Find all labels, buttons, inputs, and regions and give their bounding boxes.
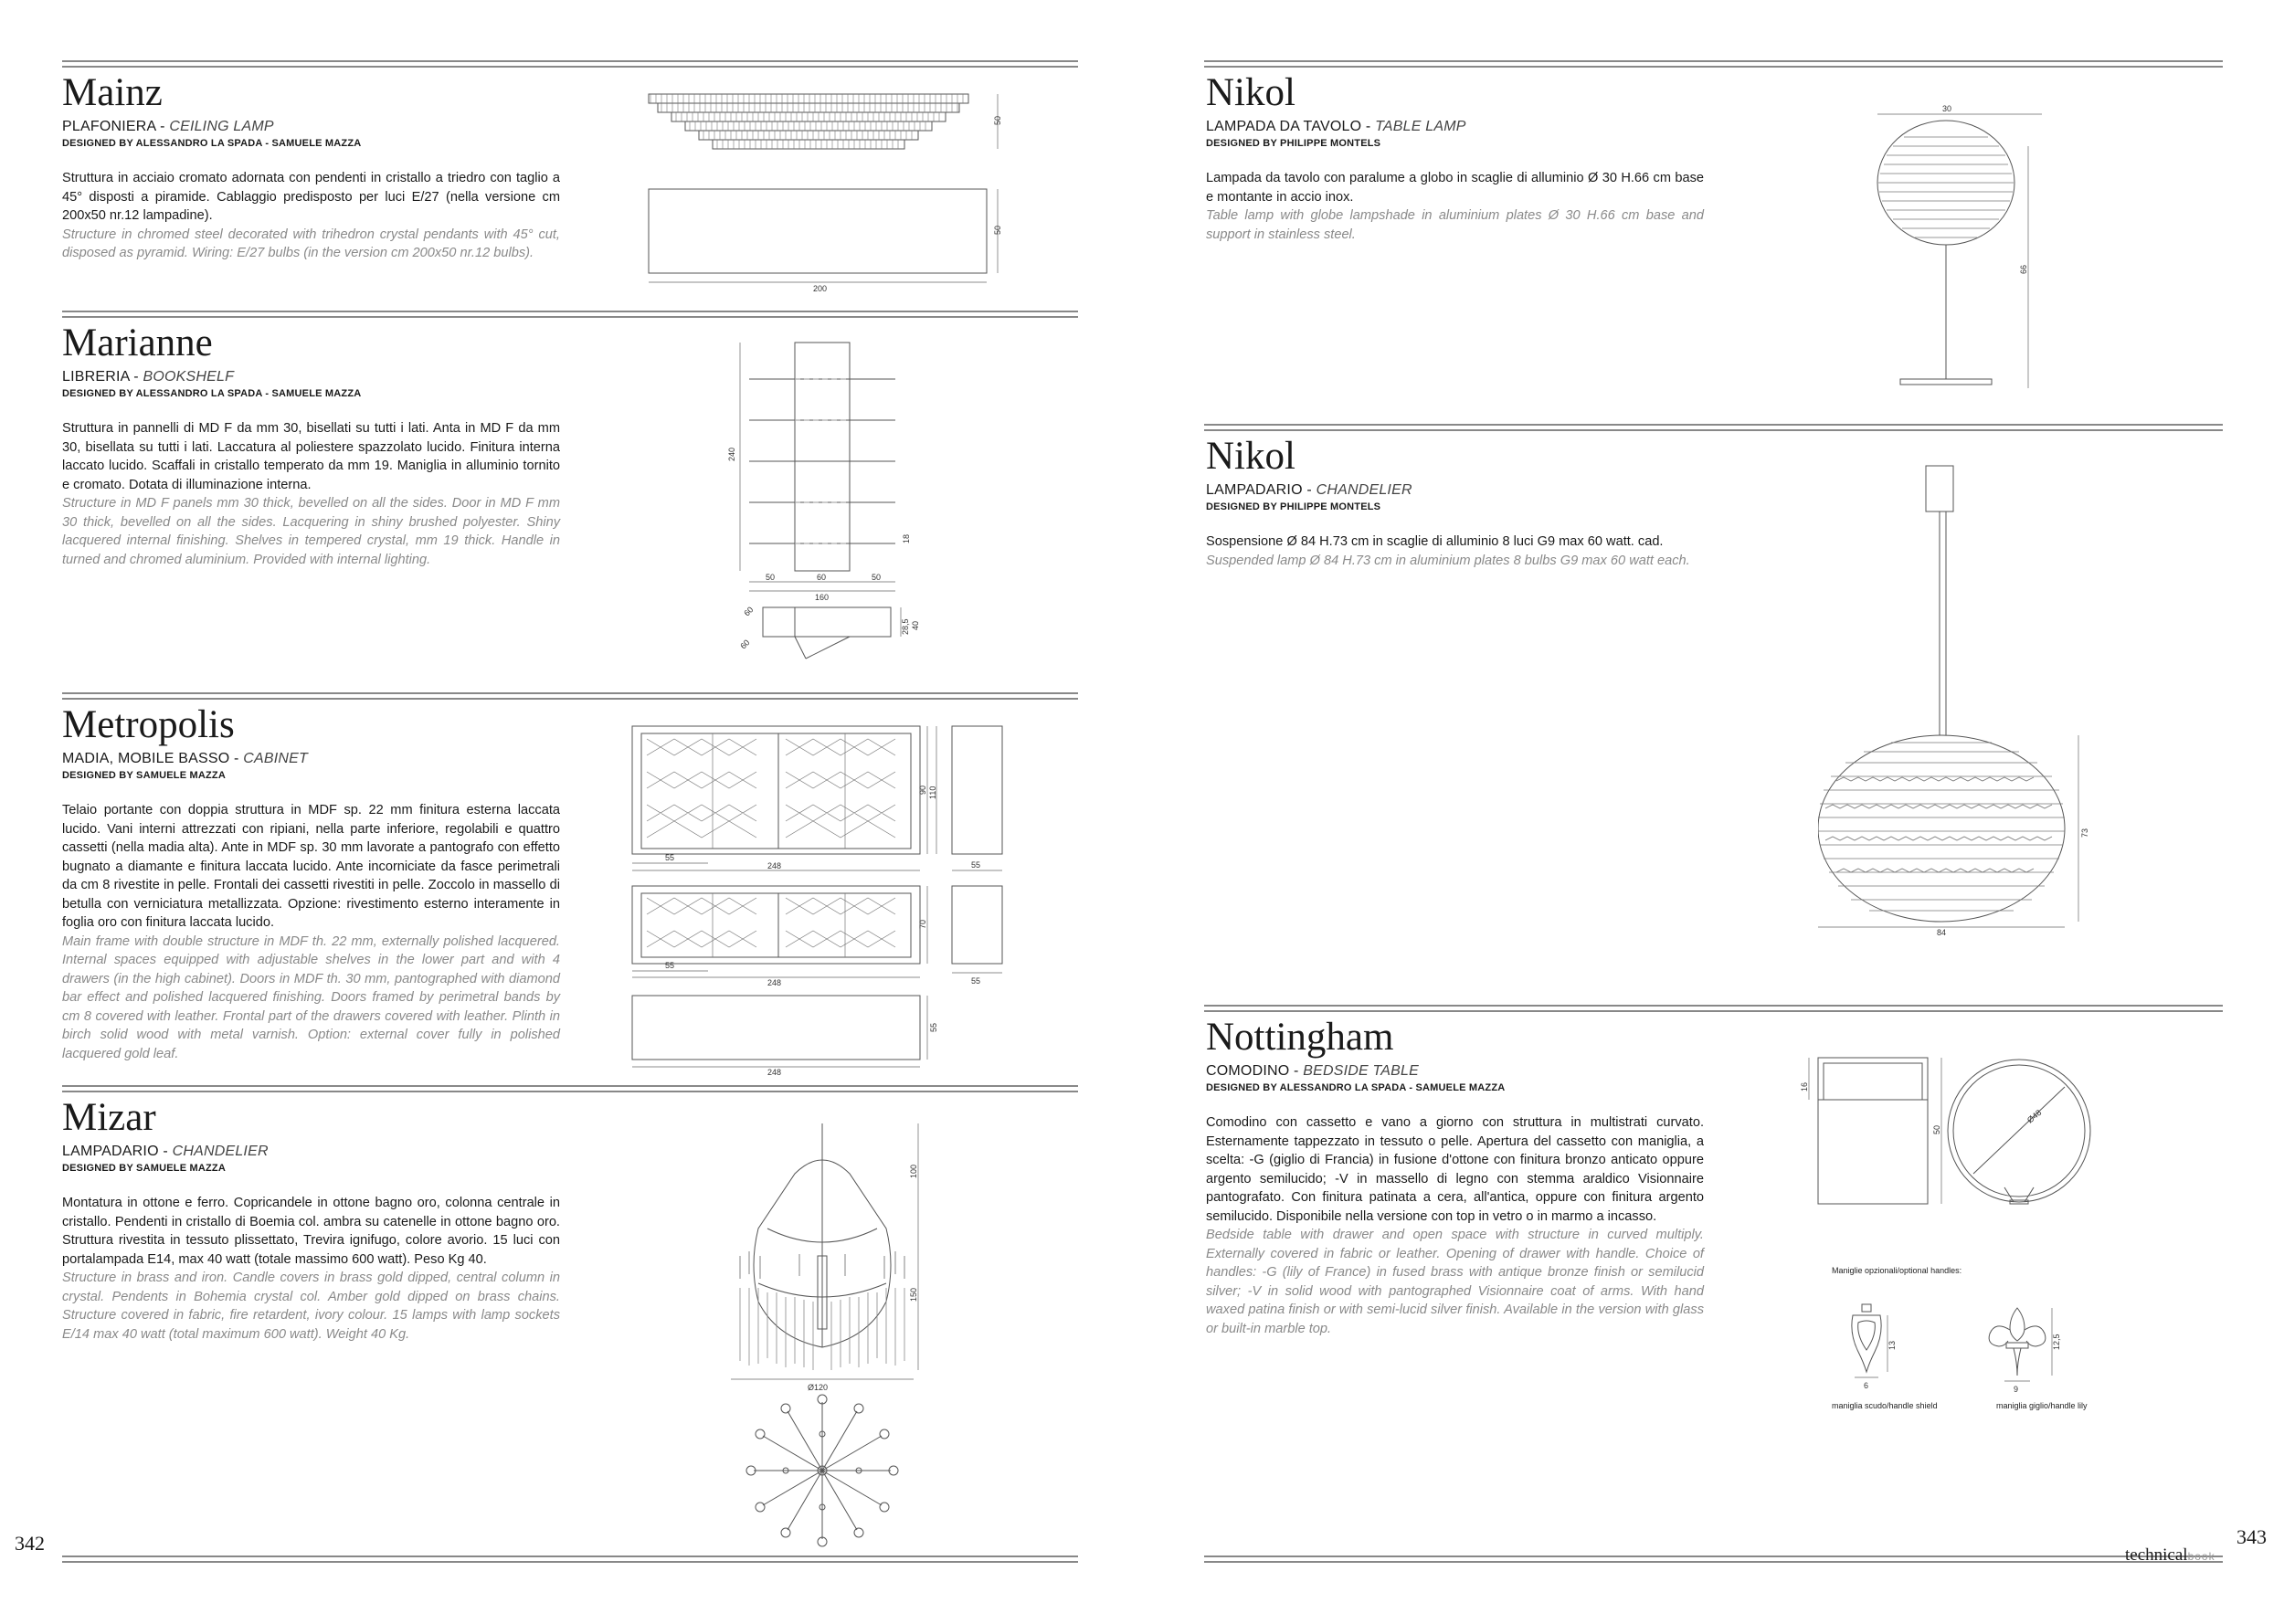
product-designer: DESIGNED BY PHILIPPE MONTELS bbox=[1206, 138, 1381, 149]
separator-rule bbox=[1204, 1005, 2223, 1007]
dim-label: 248 bbox=[767, 1068, 782, 1077]
dim-label: 73 bbox=[2080, 828, 2089, 838]
dim-label: 70 bbox=[918, 919, 927, 929]
page-number: 343 bbox=[2236, 1525, 2267, 1548]
dim-label: 28,5 bbox=[901, 618, 910, 635]
product-entry-nikol-chandelier bbox=[1206, 435, 1704, 570]
dim-label: 18 bbox=[902, 533, 911, 543]
product-entry-nottingham bbox=[1206, 1016, 1704, 1338]
separator-rule bbox=[62, 60, 1078, 62]
description-italian: Lampada da tavolo con paralume a globo in scaglie di alluminio Ø 30 H.66 cm base e montante in accio inox. bbox=[1206, 171, 1704, 205]
product-title: Nikol bbox=[1206, 435, 1295, 478]
shield-handle-icon bbox=[1852, 1304, 1881, 1372]
dim-label: 150 bbox=[909, 1287, 918, 1302]
product-type: LIBRERIA - BOOKSHELF bbox=[62, 369, 235, 385]
nikol-chandelier-technical-drawing bbox=[1818, 461, 2110, 936]
product-designer: DESIGNED BY SAMUELE MAZZA bbox=[62, 770, 226, 781]
dim-label: 55 bbox=[665, 961, 675, 970]
dim-label: 40 bbox=[911, 620, 920, 630]
product-entry-mainz bbox=[62, 71, 560, 263]
product-designer: DESIGNED BY ALESSANDRO LA SPADA - SAMUELE MAZZA bbox=[62, 388, 362, 399]
dim-label: 6 bbox=[1864, 1381, 1869, 1390]
dim-label: 55 bbox=[971, 860, 981, 870]
product-title: Mainz bbox=[62, 71, 163, 114]
description-italian: Comodino con cassetto e vano a giorno con struttura in multistrati curvato. Esternamente tappezzato in tessuto o pelle. Apertura del cassetto con maniglia, a scelta: -G (giglio di Francia) in fusione d'ottone con finitura bronzo anticato oppure argento semilucido; -V in massello di legno con stemma araldico Visionnaire pantografato. Con finitura patinata a cera, all'antica, oppure con finitura argento semilucido. Disponibile nella versione con top in vetro o in marmo a incasso. bbox=[1206, 1115, 1704, 1224]
product-designer: DESIGNED BY PHILIPPE MONTELS bbox=[1206, 501, 1381, 512]
product-type: LAMPADA DA TAVOLO - TABLE LAMP bbox=[1206, 119, 1466, 134]
dim-label: 60 bbox=[738, 638, 752, 651]
mizar-technical-drawing bbox=[713, 1119, 932, 1548]
product-type: LAMPADARIO - CHANDELIER bbox=[62, 1144, 269, 1159]
dim-label: 50 bbox=[993, 115, 1002, 125]
dim-label: 50 bbox=[993, 225, 1002, 235]
marianne-technical-drawing bbox=[722, 333, 941, 671]
description-italian: Montatura in ottone e ferro. Copricandele in ottone bagno oro, colonna centrale in cristallo. Pendenti in cristallo di Boemia col. ambra su catenelle in ottone bagno oro. Struttura rivestita in tessuto plissettato, Trevira ignifugo, colore avorio. 15 luci con portalampada E14, max 40 watt (totale massimo 600 watt). Peso Kg 40. bbox=[62, 1196, 560, 1267]
nikol-table-lamp-technical-drawing bbox=[1873, 100, 2056, 393]
description-english: Suspended lamp Ø 84 H.73 cm in aluminium plates 8 bulbs G9 max 60 watt each. bbox=[1206, 553, 1690, 568]
separator-rule bbox=[62, 692, 1078, 694]
product-title: Metropolis bbox=[62, 703, 235, 746]
mainz-technical-drawing bbox=[640, 87, 1005, 292]
nottingham-technical-drawing bbox=[1791, 1041, 2120, 1425]
page-number: 342 bbox=[15, 1532, 45, 1555]
product-title: Mizar bbox=[62, 1096, 156, 1139]
dim-label: 50 bbox=[766, 573, 776, 582]
dim-label: Ø120 bbox=[808, 1383, 829, 1392]
brand-logo: technicalbook bbox=[2125, 1545, 2215, 1565]
product-entry-nikol-table-lamp bbox=[1206, 71, 1704, 244]
description-italian: Struttura in pannelli di MD F da mm 30, bisellati su tutti i lati. Anta in MD F da mm 30, bisellata su tutti i lati. Laccatura al poliestere spazzolato lucido. Finitura interna laccato lucido. Scaffali in cristallo temperato da mm 19. Maniglia in alluminio tornito e cromato. Dotata di illuminazione interna. bbox=[62, 421, 560, 492]
product-title: Nikol bbox=[1206, 71, 1295, 114]
handles-title: Maniglie opzionali/optional handles: bbox=[1832, 1266, 1962, 1275]
dim-label: 60 bbox=[817, 573, 827, 582]
dim-label: 90 bbox=[918, 785, 927, 795]
dim-label: 100 bbox=[909, 1164, 918, 1178]
product-entry-metropolis bbox=[62, 703, 560, 1063]
dim-label: 160 bbox=[815, 593, 830, 602]
product-type: MADIA, MOBILE BASSO - CABINET bbox=[62, 751, 308, 766]
dim-label: 200 bbox=[813, 284, 828, 292]
dim-label: 60 bbox=[742, 605, 756, 618]
dim-label: 12,5 bbox=[2052, 1334, 2061, 1350]
dim-label: 50 bbox=[872, 573, 882, 582]
separator-rule bbox=[62, 1555, 1078, 1557]
product-title: Marianne bbox=[62, 322, 213, 364]
separator-rule bbox=[62, 1085, 1078, 1087]
lily-handle-caption: maniglia giglio/handle lily bbox=[1996, 1401, 2088, 1410]
lily-handle-icon bbox=[1989, 1308, 2046, 1376]
product-type: LAMPADARIO - CHANDELIER bbox=[1206, 482, 1412, 498]
description-english: Main frame with double structure in MDF th. 22 mm, externally polished lacquered. Internal spaces equipped with adjustable shelves in the lower part and with 4 drawers (in the high cabinet). Doors in MDF th. 30 mm, pantographed with diamond bar effect and polished lacquered finishing. Doors framed by perimetral bands by cm 8 covered with leather. Frontal part of the drawers covered with leather. Plinth in birch solid wood with metal varnish. Option: external cover fully in polished lacquered gold leaf. bbox=[62, 933, 560, 1061]
dim-label: 110 bbox=[928, 786, 937, 799]
product-designer: DESIGNED BY ALESSANDRO LA SPADA - SAMUELE MAZZA bbox=[62, 138, 362, 149]
shield-handle-caption: maniglia scudo/handle shield bbox=[1832, 1401, 1938, 1410]
dim-label: 50 bbox=[1932, 1124, 1941, 1134]
dim-label: 240 bbox=[727, 447, 736, 461]
dim-label: 55 bbox=[665, 853, 675, 862]
description-italian: Struttura in acciaio cromato adornata con pendenti in cristallo a triedro con taglio a 45° disposti a piramide. Cablaggio predisposto per luci E/27 (nella versione cm 200x50 nr.12 lampadine). bbox=[62, 171, 560, 223]
dim-label: 55 bbox=[929, 1022, 938, 1032]
separator-rule bbox=[1204, 424, 2223, 426]
product-entry-mizar bbox=[62, 1096, 560, 1344]
description-italian: Sospensione Ø 84 H.73 cm in scaglie di alluminio 8 luci G9 max 60 watt. cad. bbox=[1206, 534, 1664, 549]
description-english: Structure in MD F panels mm 30 thick, bevelled on all the sides. Door in MD F mm 30 thick, bevelled on all the sides. Lacquering in shiny brushed polyester. Shiny lacquered internal finishing. Shelves in tempered crystal, mm 19 thick. Handle in turned and chromed aluminium. Provided with internal lighting. bbox=[62, 496, 560, 567]
dim-label: 13 bbox=[1887, 1340, 1897, 1350]
product-type: PLAFONIERA - CEILING LAMP bbox=[62, 119, 274, 134]
description-english: Structure in chromed steel decorated with trihedron crystal pendants with 45° cut, disposed as pyramid. Wiring: E/27 bulbs (in the version cm 200x50 nr.12 bulbs). bbox=[62, 227, 560, 260]
dim-label: 30 bbox=[1942, 104, 1952, 113]
product-type: COMODINO - BEDSIDE TABLE bbox=[1206, 1063, 1419, 1079]
description-english: Structure in brass and iron. Candle covers in brass gold dipped, central column in crystal. Pendents in Bohemia crystal col. Amber gold dipped on brass chains. Structure covered in fabric, fire retardent, ivory colour. 15 lamps with lamp sockets E/14 max 40 watt (total maximum 600 watt). Weight 40 Kg. bbox=[62, 1271, 560, 1342]
dim-label: 9 bbox=[2014, 1385, 2019, 1394]
description-italian: Telaio portante con doppia struttura in MDF sp. 22 mm finitura esterna laccata lucido. Vani interni attrezzati con ripiani, nella parte inferiore, regolabili e quattro cassetti (nella madia alta). Ante in MDF sp. 30 mm lavorate a pantografo con effetto bugnato a diamante e finitura laccata lucido. Ante incorniciate da fasce perimetrali da cm 8 rivestite in pelle. Frontali dei cassetti rivestiti in pelle. Zoccolo in massello di betulla con verniciatura metallizzata. Opzione: rivestimento esterno interamente in foglia oro con finitura laccata lucido. bbox=[62, 803, 560, 930]
description-english: Table lamp with globe lampshade in aluminium plates Ø 30 H.66 cm base and support in stainless steel. bbox=[1206, 208, 1704, 242]
dim-label: 16 bbox=[1800, 1081, 1809, 1091]
product-entry-marianne bbox=[62, 322, 560, 569]
separator-rule bbox=[62, 311, 1078, 312]
separator-rule bbox=[1204, 1555, 2223, 1557]
product-designer: DESIGNED BY ALESSANDRO LA SPADA - SAMUELE MAZZA bbox=[1206, 1082, 1506, 1093]
separator-rule bbox=[1204, 60, 2223, 62]
dim-label: 84 bbox=[1937, 928, 1947, 936]
dim-label: 66 bbox=[2019, 264, 2028, 274]
dim-label: 55 bbox=[971, 976, 981, 986]
metropolis-technical-drawing bbox=[621, 717, 1023, 1078]
description-english: Bedside table with drawer and open space with structure in curved multiply. Externally covered in fabric or leather. Opening of drawer with handle. Choice of handles: -G (lily of France) in fused brass with antique bronze finish or semilucid silver; -V in solid wood with pantographed Visionnaire coat of arms. With hand waxed patina finish or with semi-lucid silver finish. Available in the version with glass or built-in marble top. bbox=[1206, 1228, 1704, 1336]
dim-label: 248 bbox=[767, 861, 782, 870]
dim-label: 248 bbox=[767, 978, 782, 987]
product-designer: DESIGNED BY SAMUELE MAZZA bbox=[62, 1163, 226, 1174]
dim-label: Ø48 bbox=[2025, 1107, 2044, 1125]
product-title: Nottingham bbox=[1206, 1016, 1394, 1059]
